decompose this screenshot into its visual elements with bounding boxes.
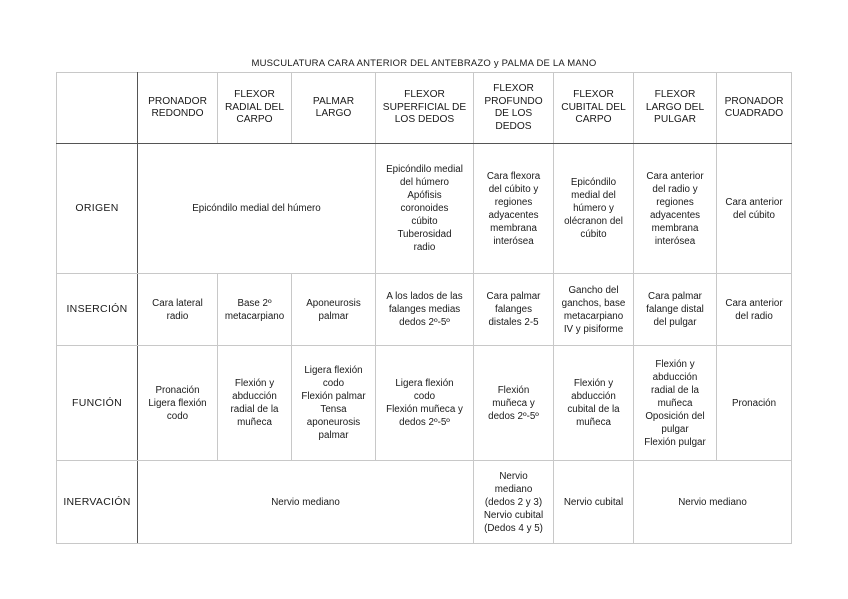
column-header: FLEXOR PROFUNDO DE LOS DEDOS	[474, 73, 554, 144]
column-header: FLEXOR SUPERFICIAL DE LOS DEDOS	[376, 73, 474, 144]
table-cell: Cara flexora del cúbito y regiones adyacentes membrana interósea	[474, 144, 554, 274]
table-cell: Flexión y abducción radial de la muñeca Oposición del pulgar Flexión pulgar	[634, 346, 717, 461]
table-cell: Epicóndilo medial del húmero y olécranon del cúbito	[554, 144, 634, 274]
table-cell: Nervio cubital	[554, 461, 634, 544]
row-header: ORIGEN	[57, 144, 138, 274]
table-cell: Pronación Ligera flexión codo	[138, 346, 218, 461]
column-header: PALMAR LARGO	[292, 73, 376, 144]
header-row	[57, 73, 792, 144]
row-header: FUNCIÓN	[57, 346, 138, 461]
column-header: FLEXOR LARGO DEL PULGAR	[634, 73, 717, 144]
table-row-inervacion	[57, 461, 792, 544]
muscle-table	[56, 72, 792, 544]
table-row-funcion	[57, 346, 792, 461]
table-cell: Cara anterior del cúbito	[717, 144, 792, 274]
corner-cell	[57, 73, 138, 144]
table-cell: Flexión muñeca y dedos 2º-5º	[474, 346, 554, 461]
table-cell: Cara palmar falange distal del pulgar	[634, 274, 717, 346]
table-row-insercion	[57, 274, 792, 346]
row-header: INERVACIÓN	[57, 461, 138, 544]
table-cell: Pronación	[717, 346, 792, 461]
table-cell: Cara anterior del radio	[717, 274, 792, 346]
table-cell: Flexión y abducción cubital de la muñeca	[554, 346, 634, 461]
table-cell: Nervio mediano (dedos 2 y 3) Nervio cubital (Dedos 4 y 5)	[474, 461, 554, 544]
table-cell: Base 2º metacarpiano	[218, 274, 292, 346]
row-header: INSERCIÓN	[57, 274, 138, 346]
table-cell: Ligera flexión codo Flexión muñeca y dedos 2º-5º	[376, 346, 474, 461]
table-cell: Cara anterior del radio y regiones adyacentes membrana interósea	[634, 144, 717, 274]
table-cell: Aponeurosis palmar	[292, 274, 376, 346]
table-cell: Cara lateral radio	[138, 274, 218, 346]
table-cell: Nervio mediano	[634, 461, 792, 544]
table-cell: Ligera flexión codo Flexión palmar Tensa aponeurosis palmar	[292, 346, 376, 461]
table-cell: Epicóndilo medial del húmero	[138, 144, 376, 274]
document-title: MUSCULATURA CARA ANTERIOR DEL ANTEBRAZO y PALMA DE LA MANO	[251, 58, 597, 69]
table-cell: A los lados de las falanges medias dedos 2º-5º	[376, 274, 474, 346]
table-cell: Gancho del ganchos, base metacarpiano IV y pisiforme	[554, 274, 634, 346]
column-header: PRONADOR CUADRADO	[717, 73, 792, 144]
column-header: PRONADOR REDONDO	[138, 73, 218, 144]
table-cell: Cara palmar falanges distales 2-5	[474, 274, 554, 346]
table-row-origen	[57, 144, 792, 274]
table-cell: Epicóndilo medial del húmero Apófisis coronoides cúbito Tuberosidad radio	[376, 144, 474, 274]
table-cell: Flexión y abducción radial de la muñeca	[218, 346, 292, 461]
table-cell: Nervio mediano	[138, 461, 474, 544]
column-header: FLEXOR CUBITAL DEL CARPO	[554, 73, 634, 144]
column-header: FLEXOR RADIAL DEL CARPO	[218, 73, 292, 144]
